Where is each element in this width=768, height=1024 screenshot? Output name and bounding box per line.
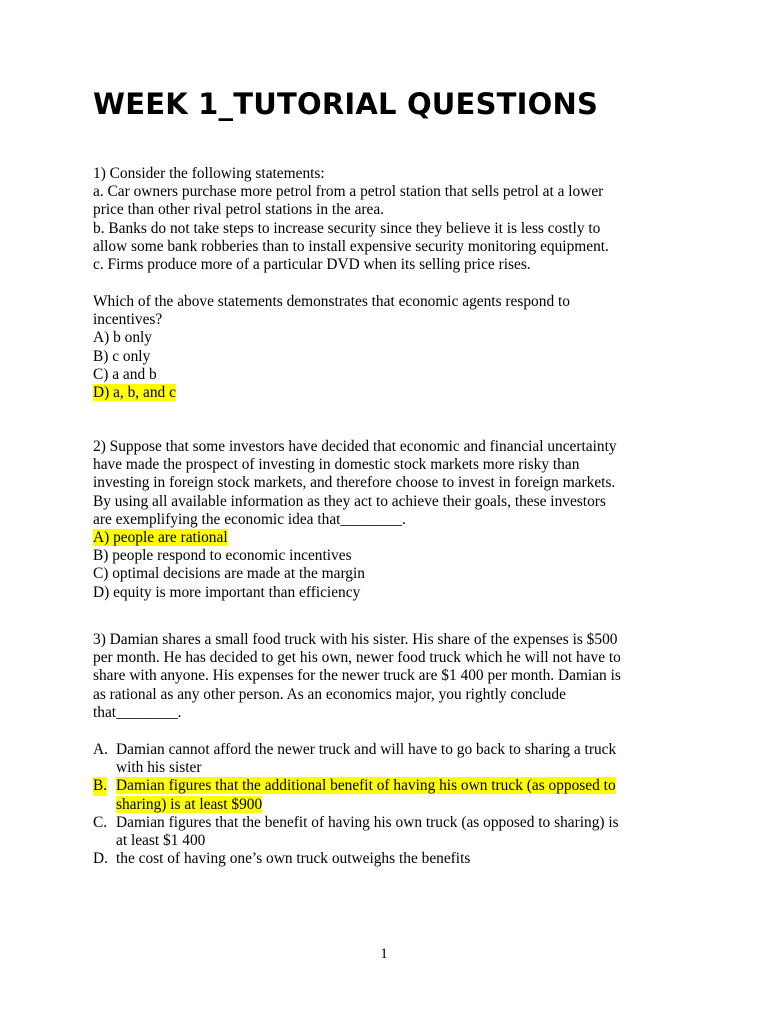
q1-line: 1) Consider the following statements: <box>93 165 325 182</box>
q3-line: as rational as any other person. As an economics major, you rightly conclude <box>93 685 566 703</box>
q3-option-line <box>116 777 683 795</box>
q3-option-line: at least $1 400 <box>116 832 206 850</box>
q1-option: C) a and b <box>93 365 157 383</box>
page-title: WEEK 1_TUTORIAL QUESTIONS <box>93 87 599 121</box>
q1-prompt-line: Which of the above statements demonstrates that economic agents respond to <box>93 293 570 310</box>
q1-line: price than other rival petrol stations in the area. <box>93 201 385 219</box>
q3-option-line: Damian figures that the benefit of having his own truck (as opposed to sharing) is <box>116 813 619 831</box>
q3-option-line: with his sister <box>116 759 202 777</box>
q3-option-letter: B. <box>93 777 108 795</box>
q2-line: By using all available information as they act to achieve their goals, these investors <box>93 492 606 510</box>
q3-option-letter: D. <box>93 850 108 868</box>
q2-option-answer <box>93 529 683 547</box>
q1-option: A) b only <box>93 329 152 347</box>
q2-line: have made the prospect of investing in domestic stock markets more risky than <box>93 456 580 474</box>
q3-line: share with anyone. His expenses for the newer truck are $1 400 per month. Damian is <box>93 667 621 685</box>
q3-option-letter: A. <box>93 741 108 758</box>
q2-line: are exemplifying the economic idea that________. <box>93 510 406 528</box>
q3-option-answer <box>93 777 683 813</box>
q2-line: investing in foreign stock markets, and therefore choose to invest in foreign markets. <box>93 474 616 492</box>
question-3-options <box>93 741 683 868</box>
question-1 <box>93 165 683 274</box>
q1-prompt-line: incentives? <box>93 311 163 329</box>
q2-option: D) equity is more important than efficiency <box>93 583 361 601</box>
q3-option-letter: C. <box>93 813 108 831</box>
question-1-prompt <box>93 293 683 402</box>
q3-option <box>93 814 683 850</box>
q3-option-line: the cost of having one’s own truck outweighs the benefits <box>116 850 471 868</box>
q2-option: C) optimal decisions are made at the margin <box>93 565 365 583</box>
q3-option <box>93 741 683 777</box>
q1-option-answer <box>93 384 683 402</box>
q2-line: 2) Suppose that some investors have decided that economic and financial uncertainty <box>93 438 617 455</box>
q1-line: a. Car owners purchase more petrol from a petrol station that sells petrol at a lower <box>93 183 604 201</box>
page-number: 1 <box>380 946 388 962</box>
q3-option-line <box>116 796 683 814</box>
q3-line: per month. He has decided to get his own, newer food truck which he will not have to <box>93 649 621 667</box>
answer-highlight: D) a, b, and c <box>93 384 176 402</box>
q3-line: 3) Damian shares a small food truck with his sister. His share of the expenses is $500 <box>93 631 618 648</box>
question-2 <box>93 438 683 602</box>
question-3 <box>93 631 683 722</box>
q1-option: B) c only <box>93 347 151 365</box>
q3-line: that________. <box>93 703 182 721</box>
q3-option <box>93 850 683 868</box>
answer-highlight: Damian figures that the additional benefit of having his own truck (as opposed to <box>116 777 616 795</box>
q1-line: c. Firms produce more of a particular DVD when its selling price rises. <box>93 256 531 274</box>
q1-line: allow some bank robberies than to install expensive security monitoring equipment. <box>93 237 609 255</box>
q3-option-line: Damian cannot afford the newer truck and will have to go back to sharing a truck <box>116 741 617 758</box>
q1-line: b. Banks do not take steps to increase security since they believe it is less costly to <box>93 219 601 237</box>
q2-option: B) people respond to economic incentives <box>93 547 352 565</box>
answer-highlight: sharing) is at least $900 <box>116 795 263 813</box>
answer-highlight: A) people are rational <box>93 529 228 547</box>
